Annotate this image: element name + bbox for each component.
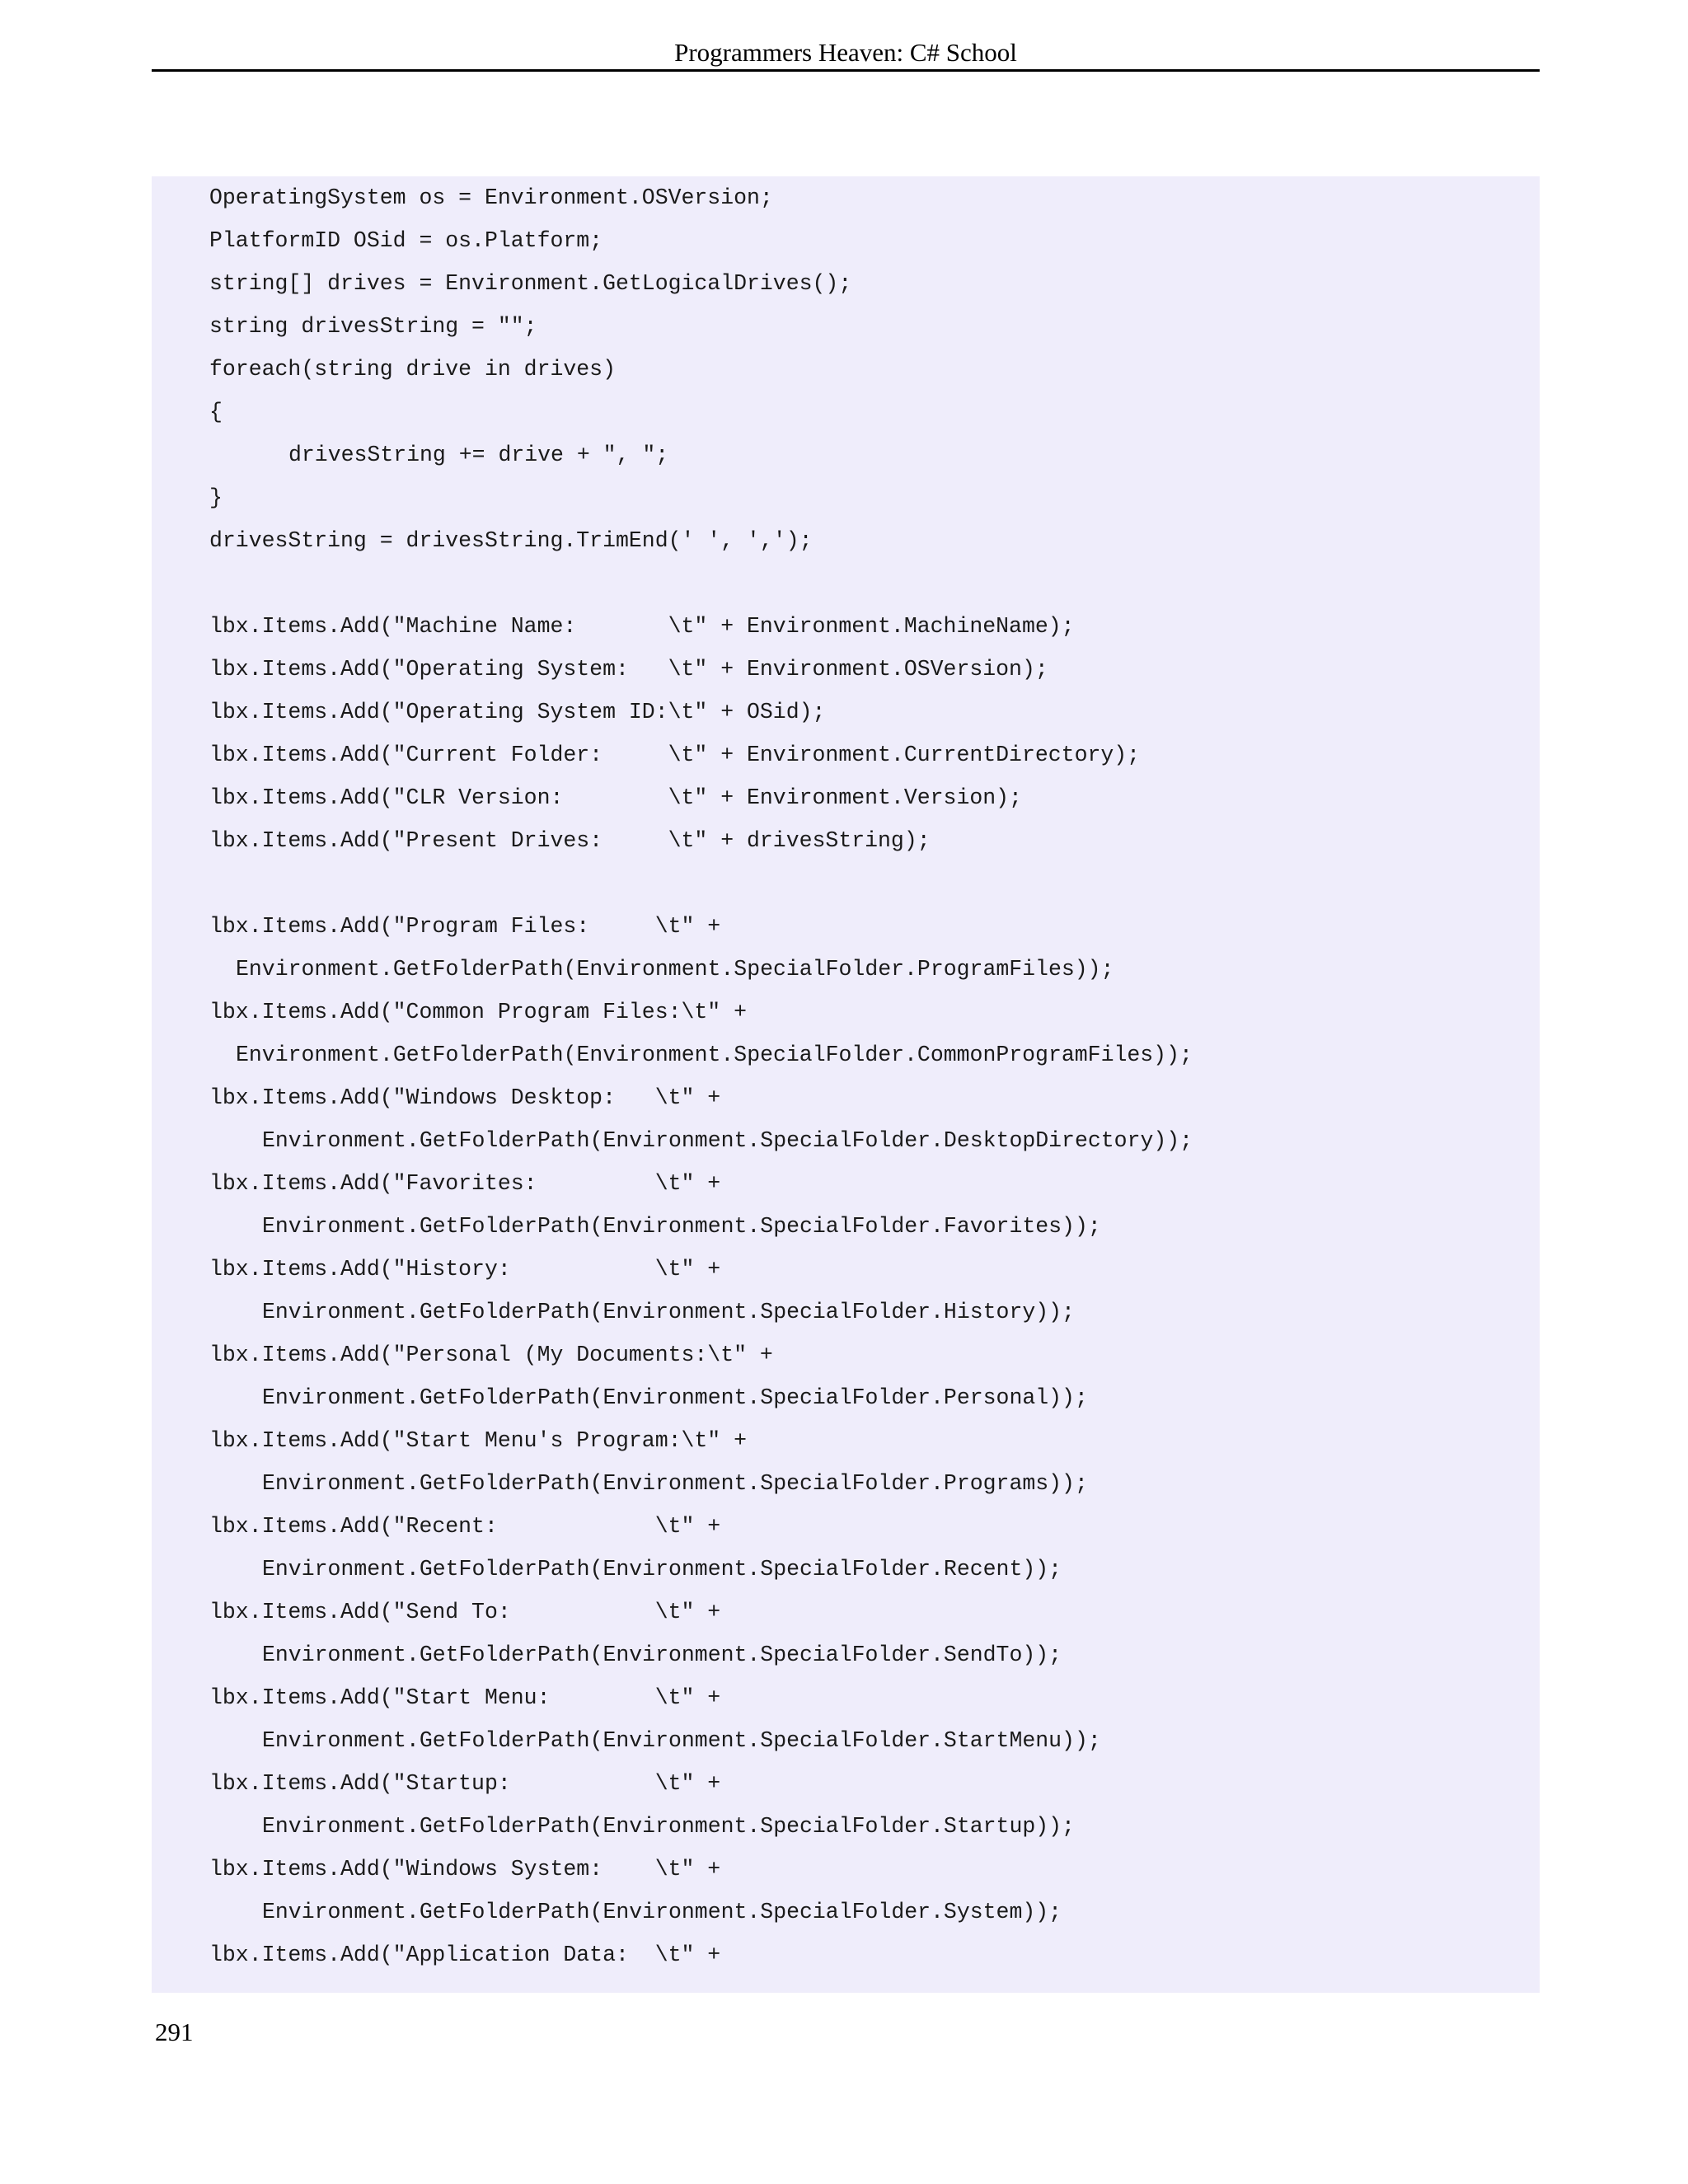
code-line: Environment.GetFolderPath(Environment.SpecialFolder.Personal));: [262, 1385, 1088, 1410]
code-line: Environment.GetFolderPath(Environment.SpecialFolder.ProgramFiles));: [236, 957, 1114, 982]
code-listing: [152, 176, 1540, 1993]
code-line: Environment.GetFolderPath(Environment.SpecialFolder.Favorites));: [262, 1214, 1101, 1239]
code-line: lbx.Items.Add("History: \t" +: [209, 1257, 721, 1282]
code-line: Environment.GetFolderPath(Environment.SpecialFolder.Recent));: [262, 1557, 1062, 1582]
code-line: lbx.Items.Add("Current Folder: \t" + Environment.CurrentDirectory);: [209, 743, 1141, 767]
code-line: lbx.Items.Add("Program Files: \t" +: [209, 914, 721, 939]
code-line: lbx.Items.Add("Windows Desktop: \t" +: [209, 1085, 721, 1110]
code-line: drivesString += drive + ", ";: [288, 443, 669, 467]
code-line: foreach(string drive in drives): [209, 357, 616, 382]
code-line: lbx.Items.Add("Present Drives: \t" + drivesString);: [209, 828, 931, 853]
code-line: lbx.Items.Add("Send To: \t" +: [209, 1600, 721, 1624]
code-line: {: [209, 400, 223, 424]
code-line: }: [209, 485, 223, 510]
code-line: Environment.GetFolderPath(Environment.SpecialFolder.DesktopDirectory));: [262, 1128, 1193, 1153]
code-line: lbx.Items.Add("Application Data: \t" +: [209, 1943, 721, 1967]
code-line: Environment.GetFolderPath(Environment.SpecialFolder.History));: [262, 1300, 1075, 1324]
page-header: [152, 36, 1540, 72]
code-line: lbx.Items.Add("Machine Name: \t" + Environment.MachineName);: [209, 614, 1075, 639]
code-line: string drivesString = "";: [209, 314, 537, 339]
code-line: Environment.GetFolderPath(Environment.SpecialFolder.Programs));: [262, 1471, 1088, 1496]
code-line: lbx.Items.Add("Windows System: \t" +: [209, 1857, 721, 1882]
code-line: PlatformID OSid = os.Platform;: [209, 228, 603, 253]
code-line: lbx.Items.Add("Start Menu: \t" +: [209, 1685, 721, 1710]
code-line: Environment.GetFolderPath(Environment.SpecialFolder.Startup));: [262, 1814, 1075, 1839]
code-line: lbx.Items.Add("Favorites: \t" +: [209, 1171, 721, 1196]
code-line: lbx.Items.Add("Operating System: \t" + Environment.OSVersion);: [209, 657, 1048, 682]
code-line: lbx.Items.Add("CLR Version: \t" + Environment.Version);: [209, 785, 1022, 810]
code-line: lbx.Items.Add("Common Program Files:\t" +: [209, 1000, 748, 1024]
code-line: drivesString = drivesString.TrimEnd(' ', ',');: [209, 528, 813, 553]
code-line: lbx.Items.Add("Startup: \t" +: [209, 1771, 721, 1796]
code-line: Environment.GetFolderPath(Environment.SpecialFolder.CommonProgramFiles));: [236, 1043, 1193, 1067]
page-title: Programmers Heaven: C# School: [674, 38, 1017, 67]
code-line: OperatingSystem os = Environment.OSVersion;: [209, 185, 773, 210]
code-line: Environment.GetFolderPath(Environment.SpecialFolder.System));: [262, 1900, 1062, 1924]
page-number: 291: [155, 2018, 194, 2046]
code-line: lbx.Items.Add("Recent: \t" +: [209, 1514, 721, 1539]
code-line: Environment.GetFolderPath(Environment.SpecialFolder.StartMenu));: [262, 1728, 1101, 1753]
code-line: lbx.Items.Add("Start Menu's Program:\t" +: [209, 1428, 748, 1453]
code-line: lbx.Items.Add("Personal (My Documents:\t" +: [209, 1343, 773, 1367]
code-line: string[] drives = Environment.GetLogicalDrives();: [209, 271, 852, 296]
code-line: lbx.Items.Add("Operating System ID:\t" + OSid);: [209, 700, 826, 724]
code-line: Environment.GetFolderPath(Environment.SpecialFolder.SendTo));: [262, 1643, 1062, 1667]
